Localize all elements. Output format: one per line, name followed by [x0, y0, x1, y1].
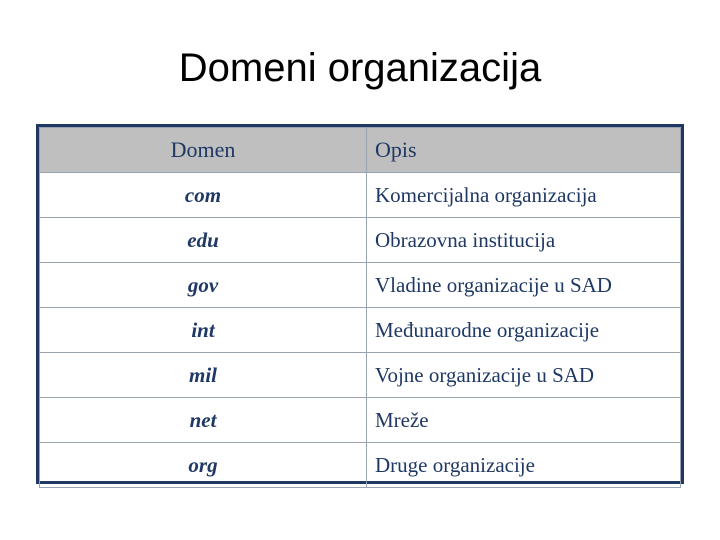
description-cell: Mreže	[367, 398, 681, 443]
description-cell: Obrazovna institucija	[367, 218, 681, 263]
description-cell: Vojne organizacije u SAD	[367, 353, 681, 398]
table-row	[40, 173, 681, 218]
table-row	[40, 398, 681, 443]
domain-cell: edu	[40, 218, 367, 263]
table-row	[40, 443, 681, 488]
description-cell: Vladine organizacije u SAD	[367, 263, 681, 308]
table-header-row	[40, 128, 681, 173]
domain-cell: gov	[40, 263, 367, 308]
domain-table	[39, 127, 681, 488]
domain-cell: org	[40, 443, 367, 488]
table-row	[40, 353, 681, 398]
domain-cell: com	[40, 173, 367, 218]
slide-title: Domeni organizacija	[178, 46, 542, 90]
description-cell: Međunarodne organizacije	[367, 308, 681, 353]
column-header-domain: Domen	[40, 128, 367, 173]
table-row	[40, 263, 681, 308]
domain-table-frame	[36, 124, 684, 484]
description-cell: Komercijalna organizacija	[367, 173, 681, 218]
domain-cell: net	[40, 398, 367, 443]
domain-cell: int	[40, 308, 367, 353]
table-row	[40, 218, 681, 263]
description-cell: Druge organizacije	[367, 443, 681, 488]
table-row	[40, 308, 681, 353]
domain-cell: mil	[40, 353, 367, 398]
column-header-description: Opis	[367, 128, 681, 173]
